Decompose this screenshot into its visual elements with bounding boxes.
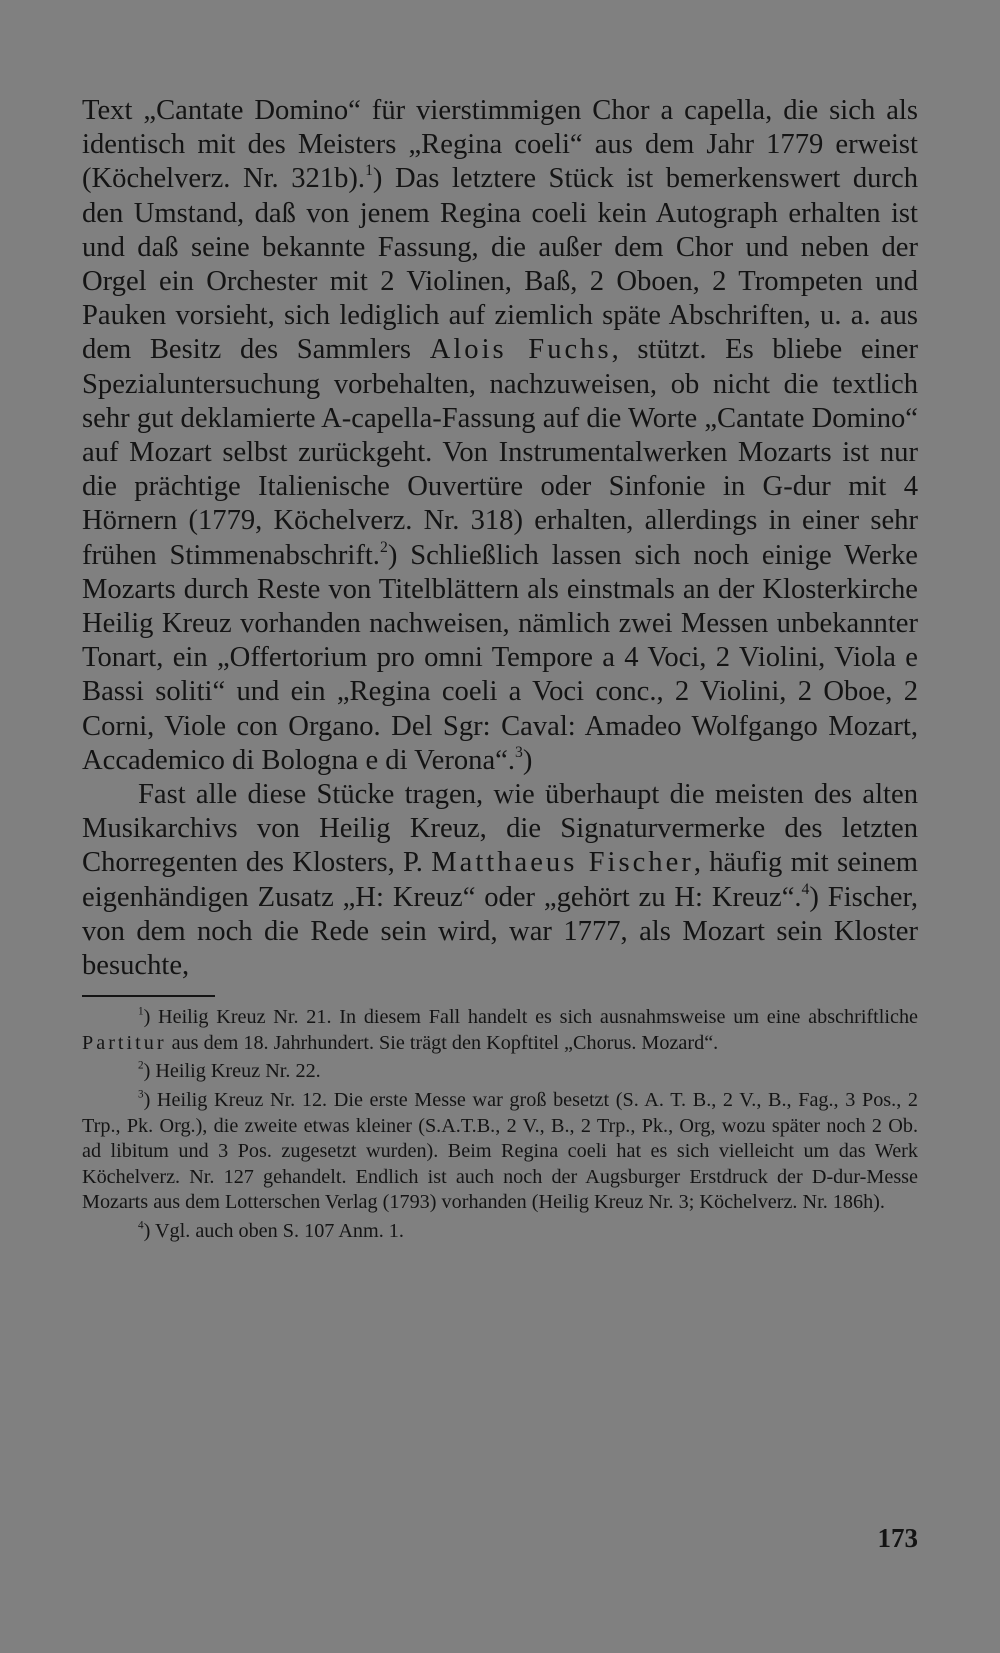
paragraph-2-part-c: ) Fischer, von dem noch die Rede sein wird, war 1777, als Mozart sein Kloster besuchte, — [82, 881, 918, 982]
footnote-2-number: 2 — [138, 1060, 144, 1073]
footnote-ref-2: 2 — [379, 538, 388, 556]
footnote-ref-4: 4 — [801, 880, 810, 898]
name-matthaeus-fischer: Matthaeus Fischer — [431, 847, 694, 879]
footnote-3-number: 3 — [138, 1088, 144, 1101]
paragraph-1-part-d: ) Schließlich lassen sich noch einige Werke Mozarts durch Reste von Titelblättern als einstmals an der Klosterkirche Heilig Kreuz vorhanden nachweisen, nämlich zwei Messen unbekannter Tonart, ein „Offertorium pro omni Tempore a 4 Voci, 2 Violini, Viola e Bassi soliti“ und ein „Regina coeli a Voci conc., 2 Violini, 2 Oboe, 2 Corni, Viole con Organo. Del Sgr: Caval: Amadeo Wolfgango Mozart, Accademico di Bologna e di Verona“. — [82, 539, 918, 776]
paragraph-2 — [82, 778, 918, 983]
paragraph-1-part-c: , stützt. Es bliebe einer Spezialuntersuchung vorbehalten, nachzuweisen, ob nicht die textlich sehr gut deklamierte A-capella-Fassung auf die Worte „Cantate Domino“ auf Mozart selbst zurückgeht. Von Instrumentalwerken Mozarts ist nur die prächtige Italienische Ouvertüre oder Sinfonie in G-dur mit 4 Hörnern (1779, Köchelverz. Nr. 318) erhalten, allerdings in einer sehr frühen Stimmenabschrift. — [82, 334, 918, 571]
footnote-4-number: 4 — [138, 1219, 144, 1232]
paragraph-1-part-b: ) Das letztere Stück ist bemerkenswert durch den Umstand, daß von jenem Regina coeli kein Autograph erhalten ist und daß seine bekannte Fassung, die außer dem Chor und neben der Orgel ein Orchester mit 2 Violinen, Baß, 2 Oboen, 2 Trompeten und Pauken vorsieht, sich lediglich auf ziemlich späte Abschriften, u. a. aus dem Besitz des Sammlers — [82, 163, 918, 366]
footnotes — [82, 1005, 918, 1244]
footnote-2 — [82, 1059, 918, 1085]
footnote-2-text: ) Heilig Kreuz Nr. 22. — [143, 1060, 321, 1083]
footnote-divider — [82, 995, 215, 997]
footnote-ref-1: 1 — [365, 162, 373, 180]
book-page — [82, 94, 918, 1248]
footnote-1-partitur: Partitur — [82, 1031, 167, 1054]
footnote-1 — [82, 1005, 918, 1056]
footnote-ref-3: 3 — [515, 744, 523, 762]
footnote-4 — [82, 1219, 918, 1245]
paragraph-1-part-e: ) — [522, 744, 533, 776]
name-alois-fuchs: Alois Fuchs — [429, 334, 612, 366]
main-text — [82, 94, 918, 983]
footnote-1-number: 1 — [138, 1005, 144, 1018]
footnote-4-text: ) Vgl. auch oben S. 107 Anm. 1. — [143, 1220, 404, 1243]
footnote-1-part-b: aus dem 18. Jahrhundert. Sie trägt den Kopftitel „Chorus. Mozard“. — [166, 1031, 719, 1054]
paragraph-1-part-a: Text „Cantate Domino“ für vierstimmigen Chor a capella, die sich als identisch mit des Meisters „Regina coeli“ aus dem Jahr 1779 erweist (Köchelverz. Nr. 321b). — [82, 95, 918, 195]
paragraph-1 — [82, 94, 918, 778]
footnote-3 — [82, 1088, 918, 1216]
paragraph-2-part-a: Fast alle diese Stücke tragen, wie überhaupt die meisten des alten Musikarchivs von Heilig Kreuz, die Signaturvermerke des letzten Chorregenten des Klosters, P. — [82, 779, 918, 879]
footnote-3-text: ) Heilig Kreuz Nr. 12. Die erste Messe war groß besetzt (S. A. T. B., 2 V., B., Fag., 3 Pos., 2 Trp., Pk. Org.), die zweite etwas kleiner (S.A.T.B., 2 V., B., 2 Trp., Pk., Org, wozu später noch 2 Ob. ad libitum und 3 Pos. zugesetzt wurden). Beim Regina coeli hat es sich vielleicht um das Werk Köchelverz. Nr. 127 gehandelt. Endlich ist auch noch der Augsburger Erstdruck der D-dur-Messe Mozarts aus dem Lotterschen Verlag (1793) vorhanden (Heilig Kreuz Nr. 3; Köchelverz. Nr. 186h). — [82, 1089, 918, 1214]
page-number: 173 — [877, 1523, 918, 1553]
footnote-1-part-a: ) Heilig Kreuz Nr. 21. In diesem Fall handelt es sich ausnahmsweise um eine abschriftliche — [143, 1006, 918, 1029]
paragraph-2-part-b: , häufig mit seinem eigenhändigen Zusatz „H: Kreuz“ oder „gehört zu H: Kreuz“. — [82, 847, 918, 913]
